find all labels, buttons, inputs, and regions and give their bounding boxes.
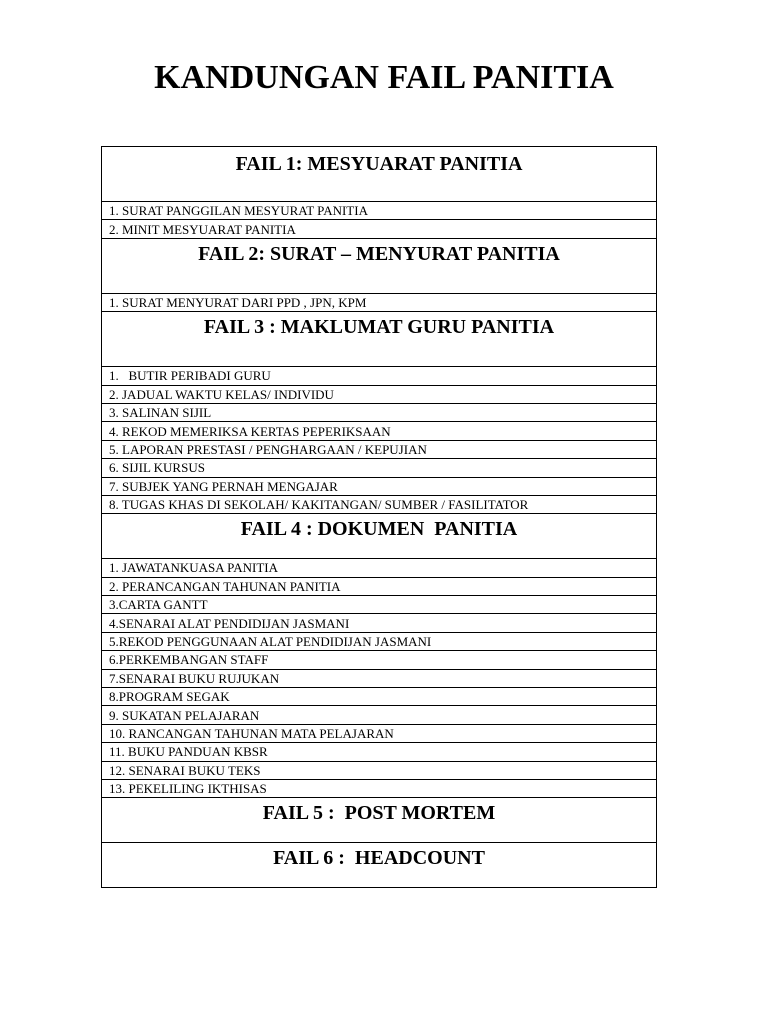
table-row [102,688,657,706]
list-item: 1. BUTIR PERIBADI GURU [102,367,657,385]
table-row [102,724,657,742]
list-item: 11. BUKU PANDUAN KBSR [102,743,657,761]
table-row [102,293,657,311]
section-2-header-row [102,238,657,293]
list-item: 1. SURAT MENYURAT DARI PPD , JPN, KPM [102,293,657,311]
section-2-heading-text: FAIL 2: SURAT – MENYURAT PANITIA [198,242,560,265]
table-row [102,577,657,595]
list-item: 2. PERANCANGAN TAHUNAN PANITIA [102,577,657,595]
section-5-heading-text: FAIL 5 : POST MORTEM [262,802,496,825]
section-5-heading [102,798,657,843]
list-item: 5.REKOD PENGGUNAAN ALAT PENDIDIJAN JASMANI [102,632,657,650]
section-3-heading [102,312,657,367]
section-1-heading-text: FAIL 1: MESYUARAT PANITIA [235,153,523,175]
table-row [102,477,657,495]
list-item: 8.PROGRAM SEGAK [102,688,657,706]
table-row [102,596,657,614]
section-3-heading-text: FAIL 3 : MAKLUMAT GURU PANITIA [203,316,555,339]
table-row [102,403,657,421]
list-item: 13. PEKELILING IKTHISAS [102,779,657,797]
section-4-heading [102,514,657,559]
table-row [102,779,657,797]
list-item: 6.PERKEMBANGAN STAFF [102,651,657,669]
section-6-heading [102,843,657,888]
list-item: 1. SURAT PANGGILAN MESYURAT PANITIA [102,202,657,220]
list-item: 6. SIJIL KURSUS [102,459,657,477]
table-row [102,367,657,385]
section-5-header-row [102,798,657,843]
table-row [102,422,657,440]
table-row [102,743,657,761]
list-item: 12. SENARAI BUKU TEKS [102,761,657,779]
table-row [102,706,657,724]
section-4-heading-text: FAIL 4 : DOKUMEN PANITIA [240,518,518,541]
section-6-header-row [102,843,657,888]
list-item: 4.SENARAI ALAT PENDIDIJAN JASMANI [102,614,657,632]
section-1-header-row [102,147,657,202]
list-item: 4. REKOD MEMERIKSA KERTAS PEPERIKSAAN [102,422,657,440]
section-6-heading-text: FAIL 6 : HEADCOUNT [273,847,485,870]
section-2-heading [102,238,657,293]
list-item: 7. SUBJEK YANG PERNAH MENGAJAR [102,477,657,495]
table-row [102,385,657,403]
list-item: 5. LAPORAN PRESTASI / PENGHARGAAN / KEPUJIAN [102,440,657,458]
table-row [102,632,657,650]
table-row [102,559,657,577]
table-row [102,651,657,669]
list-item: 3. SALINAN SIJIL [102,403,657,421]
list-item: 2. MINIT MESYUARAT PANITIA [102,220,657,238]
section-1-heading [102,147,657,202]
list-item: 7.SENARAI BUKU RUJUKAN [102,669,657,687]
list-item: 8. TUGAS KHAS DI SEKOLAH/ KAKITANGAN/ SUMBER / FASILITATOR [102,495,657,513]
table-row [102,495,657,513]
table-row [102,220,657,238]
list-item: 9. SUKATAN PELAJARAN [102,706,657,724]
section-4-header-row [102,514,657,559]
list-item: 2. JADUAL WAKTU KELAS/ INDIVIDU [102,385,657,403]
table-row [102,440,657,458]
list-item: 3.CARTA GANTT [102,596,657,614]
document-title: KANDUNGAN FAIL PANITIA [154,59,614,96]
file-contents-table [101,146,657,888]
table-row [102,761,657,779]
list-item: 1. JAWATANKUASA PANITIA [102,559,657,577]
table-row [102,459,657,477]
list-item: 10. RANCANGAN TAHUNAN MATA PELAJARAN [102,724,657,742]
table-row [102,614,657,632]
table-row [102,202,657,220]
table-row [102,669,657,687]
section-3-header-row [102,312,657,367]
